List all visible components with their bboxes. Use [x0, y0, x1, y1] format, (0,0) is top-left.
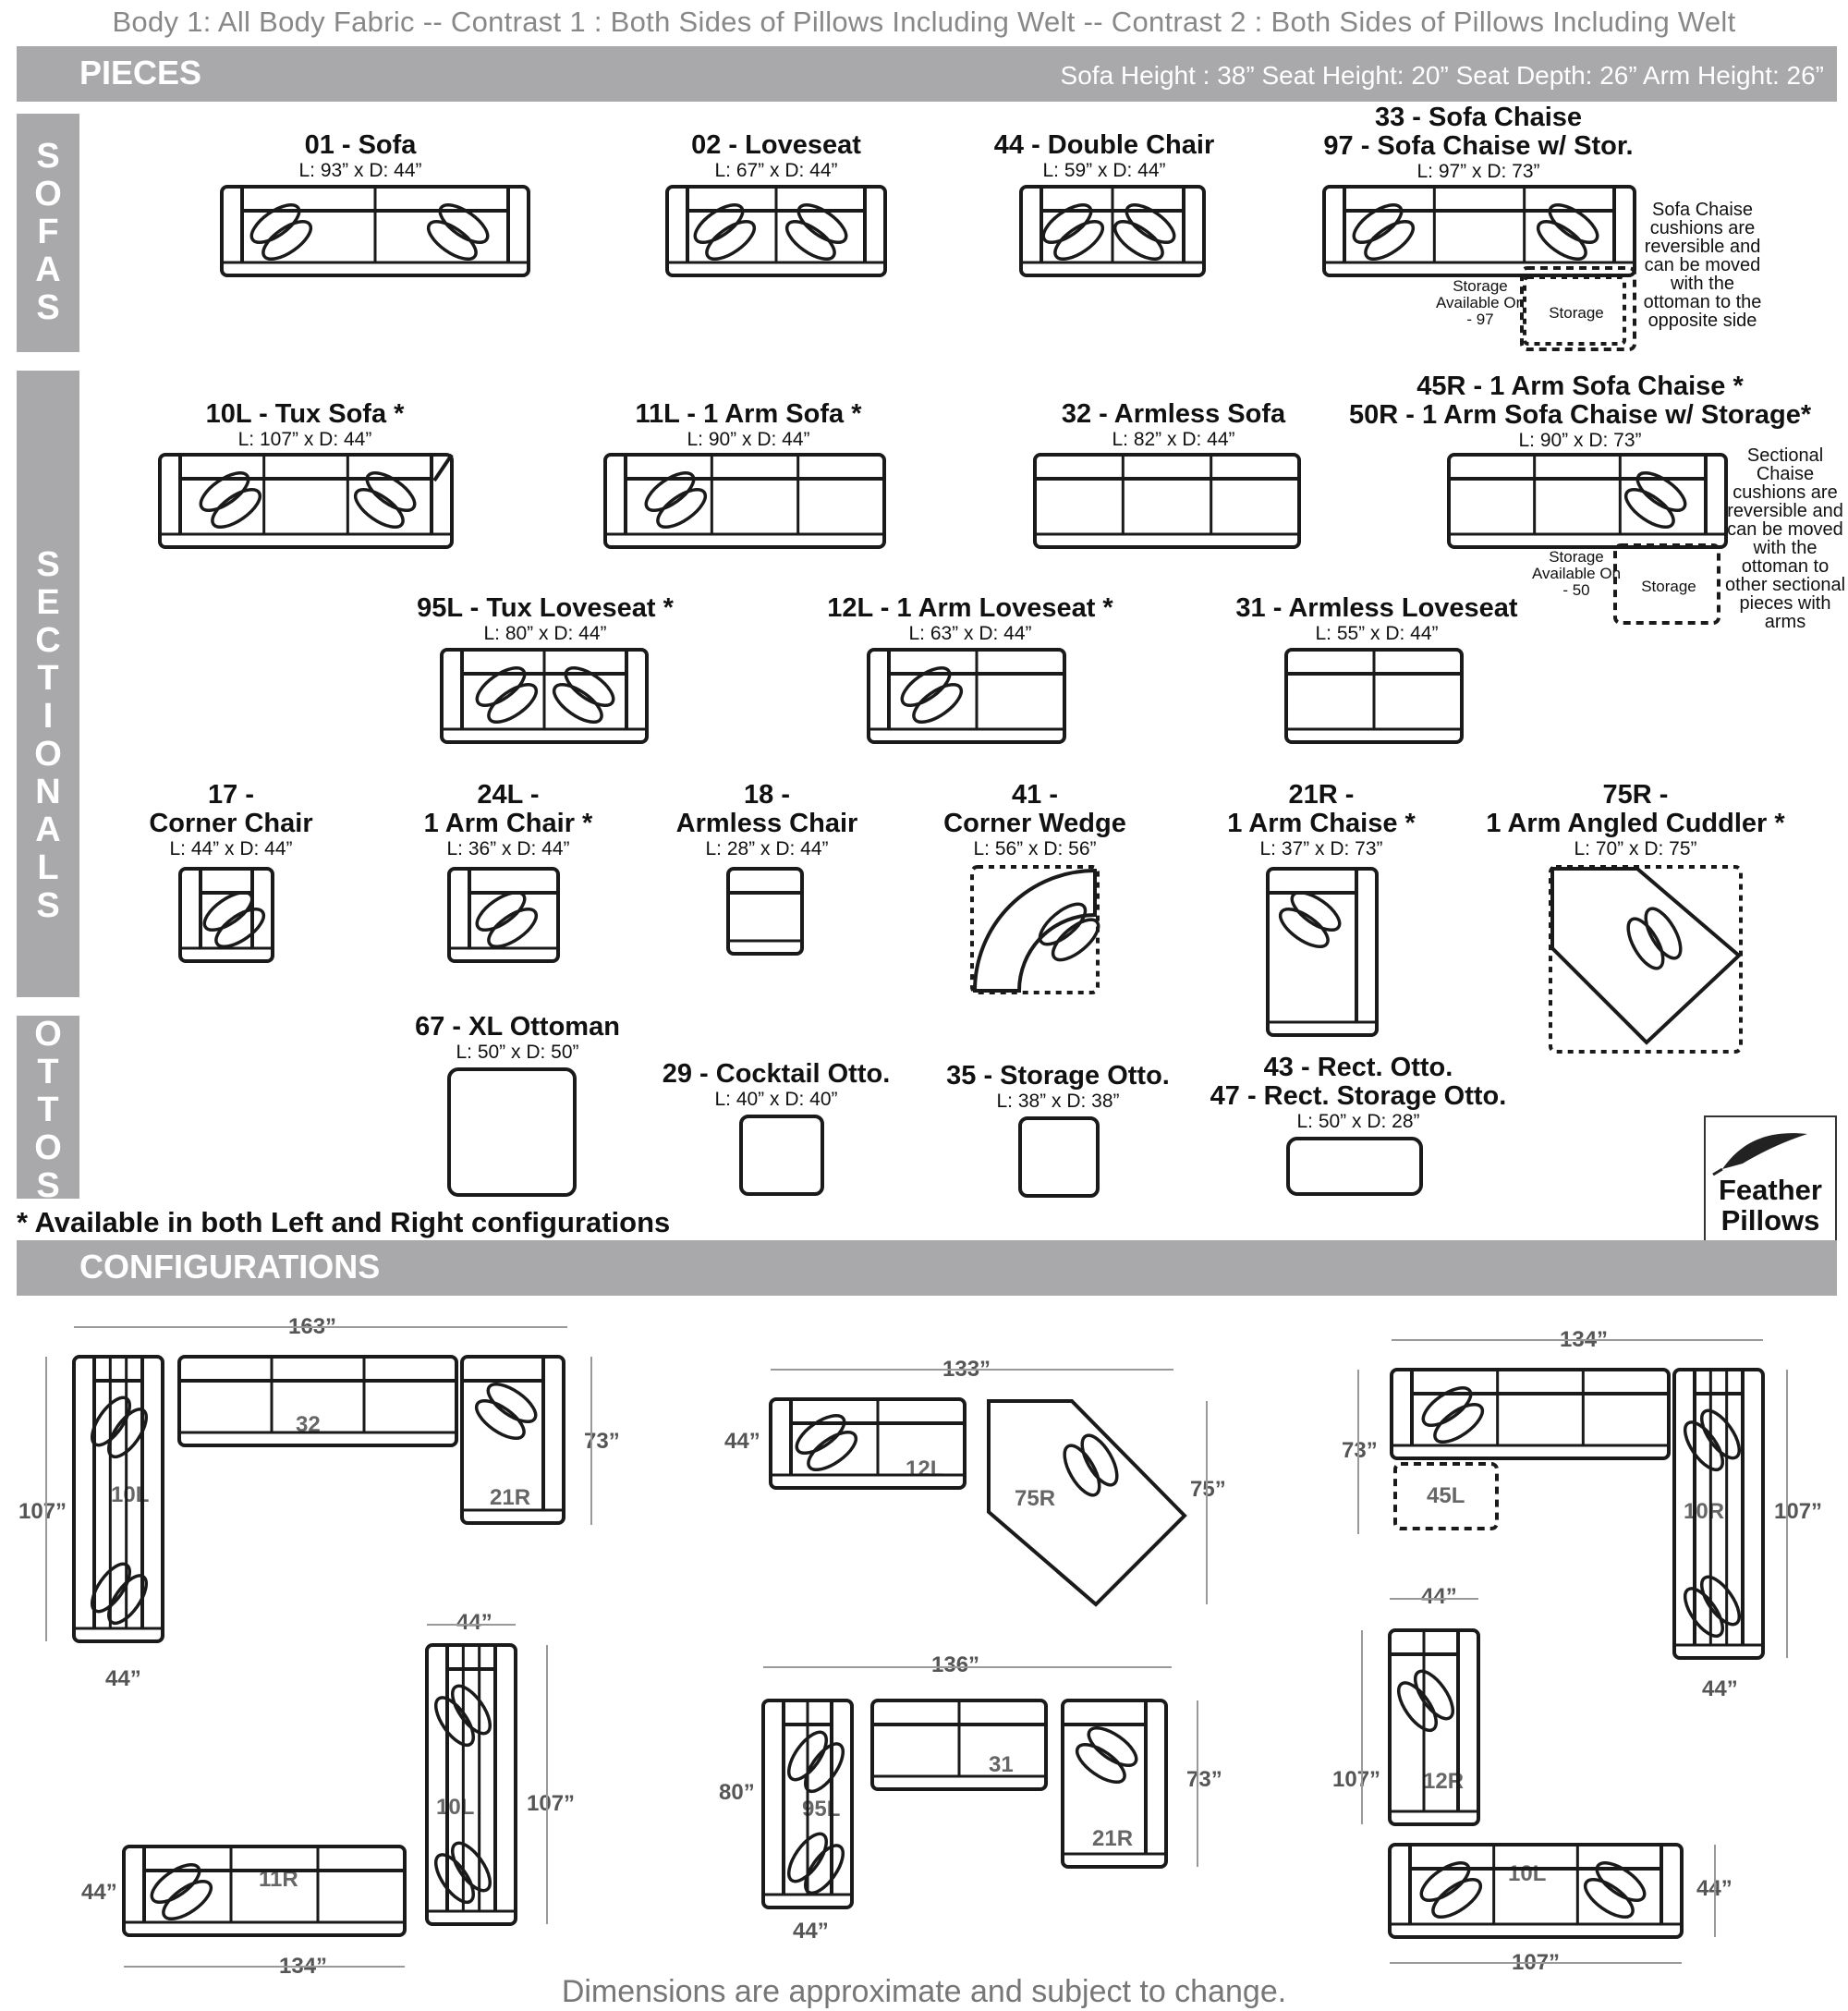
storage-97-note: Storage Available On - 97 — [1435, 277, 1526, 328]
piece-12l-label: 12L - 1 Arm Loveseat * L: 63” x D: 44” — [827, 593, 1113, 644]
piece-24l-label: 24L - 1 Arm Chair * L: 36” x D: 44” — [423, 780, 593, 859]
cfg3-storage — [1395, 1464, 1497, 1529]
cfg1-label-32: 32 — [296, 1412, 321, 1437]
tux-corner — [434, 455, 452, 481]
cuddler-bounds — [1550, 867, 1741, 1052]
pieces-title: PIECES — [79, 54, 202, 91]
storage-box-97 — [1522, 268, 1635, 349]
cfg6-dim-right: 44” — [1693, 1876, 1736, 1902]
cfg4-dim-left: 44” — [78, 1880, 121, 1906]
piece-67-label: 67 - XL Ottoman L: 50” x D: 50” — [415, 1012, 620, 1063]
availability-note: * Available in both Left and Right configurations — [17, 1206, 671, 1238]
sofa-chaise-note: Sofa Chaise cushions are reversible and can be moved with the ottoman to the opposite side — [1643, 200, 1762, 331]
piece-21r-label: 21R - 1 Arm Chaise * L: 37” x D: 73” — [1227, 780, 1416, 859]
rect-ottoman-43 — [1288, 1139, 1421, 1194]
storage-label-97: Storage — [1549, 304, 1604, 322]
cfg2-dim-left: 44” — [721, 1429, 764, 1455]
piece-17-label: 17 - Corner Chair L: 44” x D: 44” — [149, 780, 313, 859]
cfg3-dim-left: 73” — [1338, 1438, 1381, 1464]
cfg2-label-12l: 12L — [906, 1456, 944, 1481]
cocktail-ottoman-29 — [741, 1116, 822, 1194]
cfg2-pillow — [1058, 1441, 1107, 1501]
piece-29-label: 29 - Cocktail Otto. L: 40” x D: 40” — [662, 1059, 891, 1110]
piece-18-label: 18 - Armless Chair L: 28” x D: 44” — [675, 780, 858, 859]
fabric-note: Body 1: All Body Fabric -- Contrast 1 : Both Sides of Pillows Including Welt -- Contrast 2 : Both Sides of Pillows Including Welt — [112, 6, 1736, 38]
cfg5-label-95l: 95L — [802, 1797, 841, 1822]
cfg4-dim-bottom: 134” — [275, 1954, 331, 1980]
piece-43-label: 43 - Rect. Otto. 47 - Rect. Storage Otto. L: 50” x D: 28” — [1210, 1053, 1507, 1132]
angled-cuddler-75r — [1552, 869, 1739, 1042]
cfg6-dim-left: 107” — [1329, 1767, 1384, 1793]
cfg3-dim-top: 134” — [1556, 1327, 1611, 1353]
piece-11l-label: 11L - 1 Arm Sofa * L: 90” x D: 44” — [635, 399, 862, 450]
piece-02-label: 02 - Loveseat L: 67” x D: 44” — [691, 130, 861, 181]
cfg2-label-75r: 75R — [1015, 1486, 1056, 1511]
feather-pillows-text: Feather Pillows — [1719, 1174, 1822, 1237]
cfg5-dim-left: 80” — [715, 1780, 759, 1806]
side-label-ottos: O T T O S — [34, 1015, 62, 1205]
cfg3-dim-right: 107” — [1770, 1499, 1826, 1525]
cfg5-label-31: 31 — [989, 1752, 1014, 1777]
cfg3-dim-bottom: 44” — [1698, 1676, 1742, 1702]
cfg5-dim-bottom: 44” — [789, 1919, 833, 1944]
cuddler-pillow — [1622, 914, 1671, 974]
piece-01-label: 01 - Sofa L: 93” x D: 44” — [298, 130, 422, 181]
cfg5-label-21r: 21R — [1092, 1826, 1134, 1851]
piece-44-label: 44 - Double Chair L: 59” x D: 44” — [993, 130, 1215, 181]
cfg3-label-10r: 10R — [1684, 1499, 1725, 1524]
storage-ottoman-35 — [1020, 1118, 1098, 1196]
cfg1-dim-left: 107” — [15, 1499, 70, 1525]
storage-box-50 — [1615, 545, 1719, 623]
piece-41-label: 41 - Corner Wedge L: 56” x D: 56” — [943, 780, 1126, 859]
cfg6-label-12r: 12R — [1423, 1769, 1465, 1794]
piece-10l-label: 10L - Tux Sofa * L: 107” x D: 44” — [205, 399, 405, 450]
xl-ottoman-67 — [449, 1069, 575, 1195]
height-specs: Sofa Height : 38” Seat Height: 20” Seat Depth: 26” Arm Height: 26” — [1060, 61, 1824, 90]
cfg4-label-10l: 10L — [436, 1795, 475, 1820]
piece-32-label: 32 - Armless Sofa L: 82” x D: 44” — [1061, 399, 1286, 450]
piece-95l-label: 95L - Tux Loveseat * L: 80” x D: 44” — [417, 593, 674, 644]
sectional-chaise-note: Sectional Chaise cushions are reversible and can be moved with the ottoman to other sectional pieces with arms — [1724, 445, 1846, 632]
cfg4-dim-right: 107” — [523, 1791, 578, 1817]
cfg2-dim-top: 133” — [939, 1357, 994, 1383]
cfg1-label-10l: 10L — [111, 1482, 150, 1507]
cfg4-label-11r: 11R — [259, 1867, 298, 1892]
storage-inner-97 — [1525, 277, 1624, 344]
side-label-sectionals: S E C T I O N A L S — [34, 545, 62, 925]
side-label-sofas: S O F A S — [34, 137, 62, 327]
cfg6-dim-top: 44” — [1417, 1584, 1461, 1610]
cfg3-label-45l: 45L — [1427, 1483, 1465, 1508]
cfg1-dim-top: 163” — [285, 1314, 340, 1340]
cfg5-dim-right: 73” — [1183, 1767, 1226, 1793]
cfg1-dim-right: 73” — [580, 1429, 624, 1455]
cfg4-dim-top: 44” — [453, 1610, 496, 1636]
storage-50-note: Storage Available On - 50 — [1531, 548, 1622, 599]
piece-31-label: 31 - Armless Loveseat L: 55” x D: 44” — [1235, 593, 1518, 644]
cfg1-label-21r: 21R — [490, 1485, 531, 1510]
cfg2-dim-right: 75” — [1186, 1477, 1230, 1503]
cfg6-dim-bottom: 107” — [1508, 1950, 1563, 1976]
configurations-title: CONFIGURATIONS — [79, 1248, 381, 1286]
piece-33-label: 33 - Sofa Chaise 97 - Sofa Chaise w/ Stor. L: 97” x D: 73” — [1323, 103, 1634, 182]
cfg5-dim-top: 136” — [928, 1652, 983, 1678]
cfg2-75r — [989, 1401, 1185, 1604]
storage-label-50: Storage — [1641, 578, 1696, 595]
piece-75r-label: 75R - 1 Arm Angled Cuddler * L: 70” x D: 75” — [1486, 780, 1785, 859]
piece-45r-label: 45R - 1 Arm Sofa Chaise * 50R - 1 Arm Sofa Chaise w/ Storage* L: 90” x D: 73” — [1349, 372, 1812, 451]
corner-wedge-41 — [975, 871, 1095, 991]
cfg6-label-10l: 10L — [1508, 1861, 1547, 1886]
disclaimer: Dimensions are approximate and subject to change. — [561, 1974, 1287, 2009]
piece-35-label: 35 - Storage Otto. L: 38” x D: 38” — [946, 1061, 1170, 1112]
cfg1-dim-bottom: 44” — [102, 1666, 145, 1692]
